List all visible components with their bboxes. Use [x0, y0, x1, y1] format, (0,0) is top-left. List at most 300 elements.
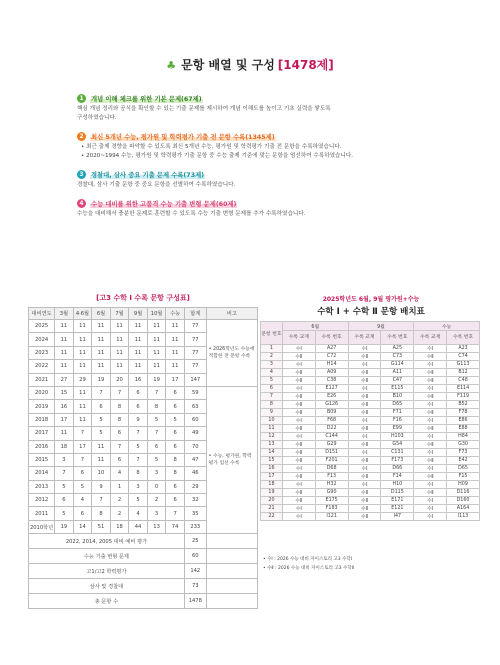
table-cell: 11: [110, 346, 129, 359]
table-cell: 2016: [29, 440, 55, 453]
sub-column-header: 수록 번호: [381, 331, 414, 345]
table-cell: I113: [447, 513, 480, 521]
table-cell: 1: [261, 345, 283, 353]
table-cell: 2010학년: [29, 520, 55, 533]
table-cell: 7: [73, 427, 92, 440]
table-cell: 2011: [29, 507, 55, 520]
table-cell: 10: [92, 467, 111, 480]
table-cell: 11: [73, 413, 92, 426]
table-cell: 9: [92, 480, 111, 493]
table-cell: 8: [129, 467, 148, 480]
table-cell: 수Ⅱ: [414, 489, 447, 497]
table-cell: 15: [55, 386, 74, 399]
table-cell: 수Ⅱ: [348, 489, 381, 497]
table-cell: 2: [147, 494, 166, 507]
table-row: [261, 385, 480, 393]
table-cell: H84: [447, 433, 480, 441]
table-cell: 4: [129, 507, 148, 520]
table-cell: 11: [92, 320, 111, 333]
table-cell: 29: [184, 480, 206, 493]
table-cell: A09: [315, 369, 348, 377]
table-row: [261, 489, 480, 497]
table-cell: 16: [261, 465, 283, 473]
table-cell: 수Ⅱ: [348, 409, 381, 417]
table-cell: 수Ⅰ: [414, 497, 447, 505]
table-cell: H14: [315, 361, 348, 369]
table-cell: F15: [447, 473, 480, 481]
table-cell: D65: [381, 401, 414, 409]
table-cell: 수Ⅰ: [282, 345, 315, 353]
table-cell: E121: [381, 505, 414, 513]
layout-table: [260, 321, 480, 521]
table-cell: 11: [92, 333, 111, 346]
table-cell: 17: [55, 413, 74, 426]
remark-cell: • 2026학년도 수능에 적합한 전 문항 수록: [206, 320, 257, 387]
column-header: 비고: [206, 308, 257, 320]
table-cell: 2017: [29, 427, 55, 440]
table-cell: 6: [92, 400, 111, 413]
table-cell: 7: [55, 467, 74, 480]
table-row: [29, 320, 258, 333]
table-cell: 32: [184, 494, 206, 507]
table-cell: H10: [381, 481, 414, 489]
table-cell: 13: [147, 520, 166, 533]
table-row: [261, 369, 480, 377]
table-row: [261, 425, 480, 433]
table-cell: F78: [447, 409, 480, 417]
table-cell: 3: [147, 467, 166, 480]
empty-cell: [206, 579, 257, 594]
table-cell: 수Ⅱ: [414, 457, 447, 465]
table-cell: F73: [447, 449, 480, 457]
table-cell: A23: [447, 345, 480, 353]
table-cell: 수Ⅱ: [282, 441, 315, 449]
table-cell: F14: [381, 473, 414, 481]
section-line: 구성하였습니다.: [77, 115, 117, 121]
note-line: • 수Ⅱ : 2026 수능 대비 자이스토리 고3 수학Ⅱ: [263, 566, 354, 571]
table-cell: 19: [92, 373, 111, 386]
table-cell: 수Ⅰ: [282, 465, 315, 473]
table-cell: 6: [147, 440, 166, 453]
table-cell: 11: [55, 360, 74, 373]
table-cell: 8: [147, 400, 166, 413]
table-cell: 11: [129, 320, 148, 333]
empty-cell: [206, 534, 257, 549]
table-cell: G54: [381, 441, 414, 449]
table-cell: 5: [55, 480, 74, 493]
table-cell: H103: [381, 433, 414, 441]
table-cell: 77: [184, 333, 206, 346]
table-cell: A11: [381, 369, 414, 377]
table-cell: 수Ⅱ: [282, 473, 315, 481]
table-row: [261, 401, 480, 409]
table-row: [261, 441, 480, 449]
table-cell: 20: [110, 373, 129, 386]
table-cell: 수Ⅱ: [348, 505, 381, 513]
table-cell: 8: [110, 413, 129, 426]
table-row: [261, 377, 480, 385]
table-cell: B52: [447, 401, 480, 409]
table-row: [261, 457, 480, 465]
table-cell: 수Ⅰ: [282, 433, 315, 441]
table-cell: 수Ⅰ: [282, 481, 315, 489]
table-cell: 수Ⅱ: [282, 409, 315, 417]
table-cell: F13: [315, 473, 348, 481]
table-cell: 2022: [29, 360, 55, 373]
table-cell: 11: [166, 320, 185, 333]
table-cell: 35: [184, 507, 206, 520]
table-cell: F183: [315, 505, 348, 513]
table-cell: B12: [447, 369, 480, 377]
table-cell: 수Ⅰ: [282, 361, 315, 369]
section-heading: 최신 5개년 수능, 평가원 및 학력평가 기출 전 문항 수록(1345제): [91, 134, 275, 141]
table-cell: 11: [92, 453, 111, 466]
table-cell: E26: [315, 393, 348, 401]
table-cell: 59: [184, 386, 206, 399]
table-cell: 수Ⅱ: [348, 401, 381, 409]
table-cell: 47: [184, 453, 206, 466]
table-cell: 5: [166, 413, 185, 426]
table-cell: 11: [129, 346, 148, 359]
table-cell: 7: [166, 507, 185, 520]
table-row: [261, 505, 480, 513]
table-cell: C72: [315, 353, 348, 361]
table-cell: 4: [110, 467, 129, 480]
section-heading: 수능 대비를 위한 고품격 수능 기출 변형 문제(60제): [91, 201, 237, 208]
table-cell: D66: [381, 465, 414, 473]
table-cell: 16: [55, 400, 74, 413]
table-cell: 수Ⅱ: [348, 457, 381, 465]
table-cell: 9: [129, 413, 148, 426]
section-line: 핵심 개념 정리와 공식을 확인할 수 있는 기출 문제를 제시하여 개념 이해도를 높이고 기초 실력을 쌓도록: [77, 106, 331, 112]
table-cell: 5: [92, 413, 111, 426]
table-cell: 수Ⅰ: [348, 449, 381, 457]
table-row: [261, 409, 480, 417]
table-cell: 11: [261, 425, 283, 433]
table-row: [261, 513, 480, 521]
table-cell: F68: [315, 417, 348, 425]
table-cell: 2020: [29, 386, 55, 399]
table-cell: 44: [129, 520, 148, 533]
note-line: • 수Ⅰ : 2026 수능 대비 자이스토리 고3 수학Ⅰ: [263, 557, 353, 562]
table-cell: 5: [55, 507, 74, 520]
table-cell: F71: [381, 409, 414, 417]
table-cell: 15: [261, 457, 283, 465]
table-cell: 233: [184, 520, 206, 533]
table-cell: 수Ⅰ: [348, 433, 381, 441]
table-cell: 20: [261, 497, 283, 505]
table-cell: 11: [110, 360, 129, 373]
empty-cell: [206, 594, 257, 609]
sub-column-header: 수록 교재: [414, 331, 447, 345]
summary-value: 25: [184, 534, 206, 549]
table-cell: 6: [110, 453, 129, 466]
table-cell: 1: [110, 480, 129, 493]
summary-row: [29, 594, 258, 609]
table-cell: 5: [129, 440, 148, 453]
page-title: [0, 56, 500, 73]
table-cell: 19: [147, 373, 166, 386]
table-cell: 17: [166, 373, 185, 386]
table-cell: 11: [129, 360, 148, 373]
col-header-september: 9월: [348, 322, 414, 331]
table-cell: 77: [184, 360, 206, 373]
table-cell: 17: [261, 473, 283, 481]
table-cell: 수Ⅰ: [414, 465, 447, 473]
page-title-text: 문항 배열 및 구성: [181, 58, 275, 72]
table-cell: 11: [110, 333, 129, 346]
section-heading: 경찰대, 삼사 중요 기출 문제 수록(73제): [91, 172, 205, 179]
table-row: [261, 361, 480, 369]
table-cell: 74: [166, 520, 185, 533]
table-cell: 6: [261, 385, 283, 393]
table-cell: 51: [92, 520, 111, 533]
column-header: 대비연도: [29, 308, 55, 320]
table-cell: E175: [315, 497, 348, 505]
table-cell: 10: [261, 417, 283, 425]
table-cell: 수Ⅱ: [348, 497, 381, 505]
table-cell: 11: [147, 320, 166, 333]
summary-value: 142: [184, 564, 206, 579]
table-cell: E88: [447, 425, 480, 433]
table-cell: 4: [261, 369, 283, 377]
table-cell: 14: [261, 449, 283, 457]
table-cell: 수Ⅱ: [282, 353, 315, 361]
table-cell: 2023: [29, 346, 55, 359]
table-row: [261, 433, 480, 441]
table-cell: D115: [381, 489, 414, 497]
table-cell: 13: [261, 441, 283, 449]
table-cell: 27: [55, 373, 74, 386]
table-cell: 18: [55, 440, 74, 453]
table-cell: 6: [129, 386, 148, 399]
table-cell: 11: [166, 346, 185, 359]
table-cell: G113: [447, 361, 480, 369]
section-line: • 2020~1994 수능, 평가원 및 학력평가 기출 문항 중 수능 출제 기준에 맞는 문항을 엄선하여 수록하였습니다.: [81, 153, 354, 159]
table-cell: 3: [55, 453, 74, 466]
table-cell: 5: [92, 427, 111, 440]
summary-row: [29, 579, 258, 594]
remark-cell: • 수능, 평가원, 학력평가 엄선 수록: [206, 386, 257, 533]
table-cell: 11: [92, 360, 111, 373]
table-cell: 수Ⅰ: [414, 401, 447, 409]
table-cell: 수Ⅱ: [348, 369, 381, 377]
table-cell: 7: [261, 393, 283, 401]
table-cell: E127: [315, 385, 348, 393]
table-cell: 수Ⅱ: [282, 393, 315, 401]
table-cell: E171: [381, 497, 414, 505]
empty-cell: [206, 549, 257, 564]
table-cell: 11: [73, 386, 92, 399]
table-cell: 8: [110, 400, 129, 413]
table-cell: C73: [381, 353, 414, 361]
table-cell: F119: [447, 393, 480, 401]
sub-column-header: 수록 번호: [315, 331, 348, 345]
table-cell: 6: [110, 427, 129, 440]
table-cell: 2012: [29, 494, 55, 507]
table-cell: 수Ⅱ: [348, 353, 381, 361]
column-header: 4·6월: [73, 308, 92, 320]
table-cell: 9: [261, 409, 283, 417]
table-cell: 46: [184, 467, 206, 480]
table-cell: 2: [110, 507, 129, 520]
column-header: 3월: [55, 308, 74, 320]
table-cell: G114: [381, 361, 414, 369]
table-cell: 6: [166, 494, 185, 507]
table-cell: B10: [381, 393, 414, 401]
col-header-csat: 수능: [414, 322, 480, 331]
table-cell: 6: [166, 440, 185, 453]
table-cell: 수Ⅱ: [348, 377, 381, 385]
table-cell: A27: [315, 345, 348, 353]
table-cell: 6: [166, 386, 185, 399]
table-row: [261, 393, 480, 401]
table-cell: C47: [381, 377, 414, 385]
table-cell: 수Ⅰ: [414, 345, 447, 353]
table-cell: 2024: [29, 333, 55, 346]
table-cell: 6: [73, 467, 92, 480]
table-cell: 11: [147, 333, 166, 346]
table-cell: I121: [315, 513, 348, 521]
table-cell: 11: [110, 320, 129, 333]
feature-sections: [77, 94, 437, 228]
table-cell: 5: [73, 480, 92, 493]
table-cell: 70: [184, 440, 206, 453]
table-cell: 8: [166, 467, 185, 480]
clover-icon: ♣: [166, 59, 177, 72]
layout-table-title: 수학 Ⅰ + 수학 Ⅱ 문항 배치표: [317, 307, 425, 317]
table-cell: 18: [261, 481, 283, 489]
table-cell: I47: [381, 513, 414, 521]
composition-table-title: [고3 수학 Ⅰ 수록 문항 구성표]: [96, 294, 190, 302]
table-cell: 11: [55, 427, 74, 440]
column-header: 합계: [184, 308, 206, 320]
section-number-icon: 3: [77, 170, 86, 179]
table-cell: 7: [110, 386, 129, 399]
table-cell: 5: [261, 377, 283, 385]
table-cell: 수Ⅱ: [348, 441, 381, 449]
col-header-number: 문항 번호: [261, 322, 283, 345]
section-police: [77, 170, 437, 190]
table-cell: 수Ⅱ: [282, 457, 315, 465]
table-cell: C48: [447, 377, 480, 385]
table-cell: 11: [55, 320, 74, 333]
table-cell: 18: [110, 520, 129, 533]
column-header: 6월: [92, 308, 111, 320]
table-cell: F173: [381, 457, 414, 465]
table-cell: 수Ⅱ: [282, 449, 315, 457]
table-cell: 2019: [29, 400, 55, 413]
table-cell: 49: [184, 427, 206, 440]
table-cell: 7: [129, 427, 148, 440]
table-cell: 7: [92, 494, 111, 507]
table-cell: 5: [129, 494, 148, 507]
summary-value: 73: [184, 579, 206, 594]
table-cell: 수Ⅰ: [414, 481, 447, 489]
table-cell: D22: [315, 425, 348, 433]
table-cell: 2021: [29, 373, 55, 386]
problem-count: [1478제]: [277, 58, 334, 72]
table-cell: 수Ⅰ: [348, 465, 381, 473]
table-cell: 8: [92, 507, 111, 520]
table-cell: 수Ⅰ: [414, 513, 447, 521]
table-cell: 11: [55, 346, 74, 359]
table-cell: A25: [381, 345, 414, 353]
table-cell: 2: [110, 494, 129, 507]
table-cell: 11: [129, 333, 148, 346]
table-cell: 수Ⅰ: [414, 385, 447, 393]
table-cell: 수Ⅰ: [414, 433, 447, 441]
section-line: • 최근 출제 경향을 파악할 수 있도록 최신 5개년 수능, 평가원 및 학력평가 기출 전 문항을 수록하였습니다.: [81, 144, 342, 150]
table-cell: D151: [315, 449, 348, 457]
table-cell: C74: [447, 353, 480, 361]
sub-column-header: 수록 교재: [282, 331, 315, 345]
table-cell: 3: [147, 507, 166, 520]
table-cell: E42: [447, 457, 480, 465]
summary-value: 1478: [184, 594, 206, 609]
table-cell: 수Ⅱ: [282, 497, 315, 505]
table-row: [261, 345, 480, 353]
table-row: [29, 386, 258, 399]
table-cell: 2018: [29, 413, 55, 426]
table-cell: 7: [110, 440, 129, 453]
table-cell: 5: [147, 413, 166, 426]
table-cell: 11: [55, 333, 74, 346]
table-cell: 63: [184, 400, 206, 413]
section-number-icon: 2: [77, 132, 86, 141]
summary-label: 삼사 및 경찰대: [29, 579, 185, 594]
table-row: [261, 497, 480, 505]
table-cell: 147: [184, 373, 206, 386]
table-cell: 11: [73, 320, 92, 333]
table-cell: 0: [147, 480, 166, 493]
table-cell: G90: [315, 489, 348, 497]
table-cell: 2025: [29, 320, 55, 333]
table-cell: 수Ⅰ: [348, 361, 381, 369]
summary-row: [29, 549, 258, 564]
sub-column-header: 수록 교재: [348, 331, 381, 345]
table-cell: G126: [315, 401, 348, 409]
table-cell: F201: [315, 457, 348, 465]
table-cell: E99: [381, 425, 414, 433]
section-number-icon: 1: [77, 94, 86, 103]
table-cell: 수Ⅱ: [414, 425, 447, 433]
table-row: [261, 417, 480, 425]
table-cell: 수Ⅱ: [282, 377, 315, 385]
table-cell: 60: [184, 413, 206, 426]
table-cell: 수Ⅱ: [414, 393, 447, 401]
composition-table: [28, 307, 258, 609]
table-cell: 29: [73, 373, 92, 386]
table-cell: 수Ⅱ: [348, 473, 381, 481]
table-cell: 수Ⅱ: [282, 425, 315, 433]
table-cell: 수Ⅰ: [282, 513, 315, 521]
table-cell: D65: [447, 465, 480, 473]
table-cell: 수Ⅱ: [282, 401, 315, 409]
table-cell: 수Ⅰ: [414, 505, 447, 513]
table-cell: 11: [92, 440, 111, 453]
table-cell: 8: [166, 453, 185, 466]
column-header: 10월: [147, 308, 166, 320]
table-cell: 8: [261, 401, 283, 409]
section-recent: [77, 132, 437, 161]
table-cell: 수Ⅰ: [282, 417, 315, 425]
table-cell: 14: [73, 520, 92, 533]
table-cell: 7: [92, 386, 111, 399]
table-cell: 수Ⅱ: [414, 353, 447, 361]
table-cell: E114: [447, 385, 480, 393]
table-cell: 11: [147, 346, 166, 359]
